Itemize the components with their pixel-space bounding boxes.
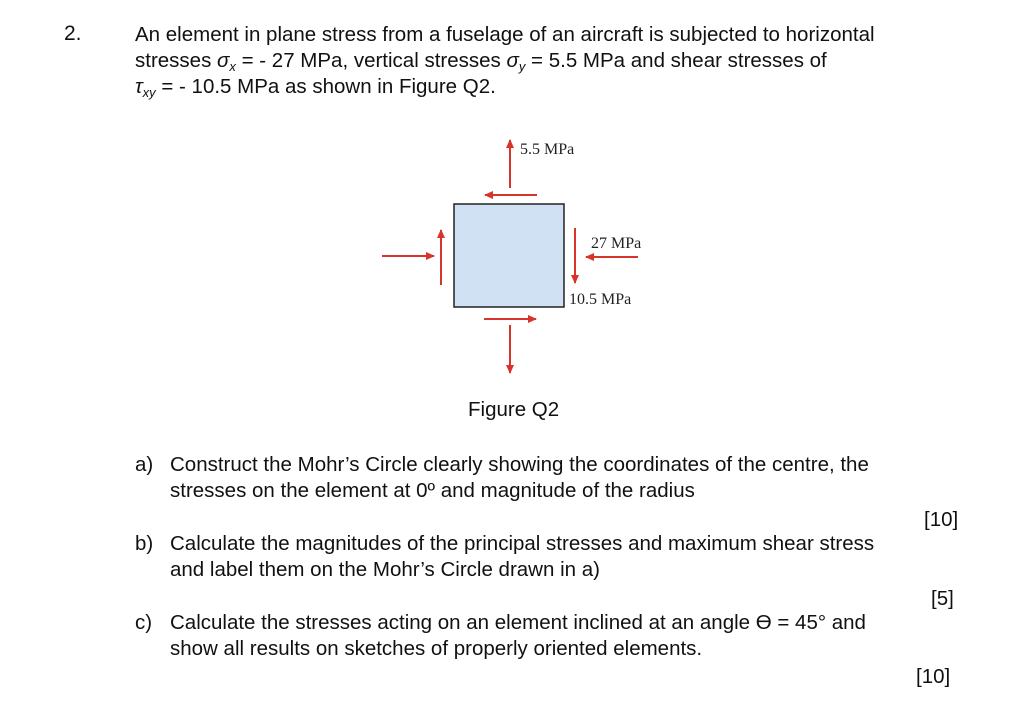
part-c-marks: [10]: [916, 665, 951, 688]
part-b-marks: [5]: [931, 587, 954, 610]
sigma-y-symbol: σ: [506, 49, 519, 72]
statement-line-3: $\tau_{xy}$ = - 10.5 MPa as shown in Figure Q2.: [135, 75, 496, 100]
part-a-line-1: Construct the Mohr’s Circle clearly showing the coordinates of the centre, the: [170, 453, 869, 476]
label-5-5-mpa: 5.5 MPa: [520, 141, 575, 158]
part-c-line-1: Calculate the stresses acting on an element inclined at an angle ϴ = 45° and: [170, 611, 866, 634]
question-number: 2.: [64, 22, 82, 45]
part-b-line-2: and label them on the Mohr’s Circle drawn in a): [170, 558, 600, 581]
label-27-mpa: 27 MPa: [591, 235, 642, 252]
stress-element: [454, 204, 564, 307]
tau-xy-symbol: τ: [135, 75, 143, 98]
part-a-line-2: stresses on the element at 0º and magnitude of the radius: [170, 479, 695, 502]
part-c-line-2: show all results on sketches of properly oriented elements.: [170, 637, 703, 660]
part-b-line-1: Calculate the magnitudes of the principal stresses and maximum shear stress: [170, 532, 875, 555]
tau-xy-value: = - 10.5 MPa as shown in Figure Q2.: [155, 75, 496, 98]
statement-line-2: stresses $\sigma_x$ = - 27 MPa, vertical stresses $\sigma_y = 5.5$ MPa and shear stresses of: [135, 49, 827, 74]
sigma-y-value: = 5.5 MPa and shear stresses of: [525, 49, 827, 72]
sigma-x-value: = - 27 MPa, vertical stresses: [235, 49, 507, 72]
label-10-5-mpa: 10.5 MPa: [569, 291, 632, 308]
figure-caption: Figure Q2: [468, 398, 560, 421]
statement-line-1: An element in plane stress from a fuselage of an aircraft is subjected to horizontal: [135, 23, 875, 46]
part-a-letter: a): [135, 453, 154, 476]
sigma-x-symbol: σ: [217, 49, 230, 72]
part-b-letter: b): [135, 532, 154, 555]
part-a-marks: [10]: [924, 508, 959, 531]
part-c-letter: c): [135, 611, 153, 634]
